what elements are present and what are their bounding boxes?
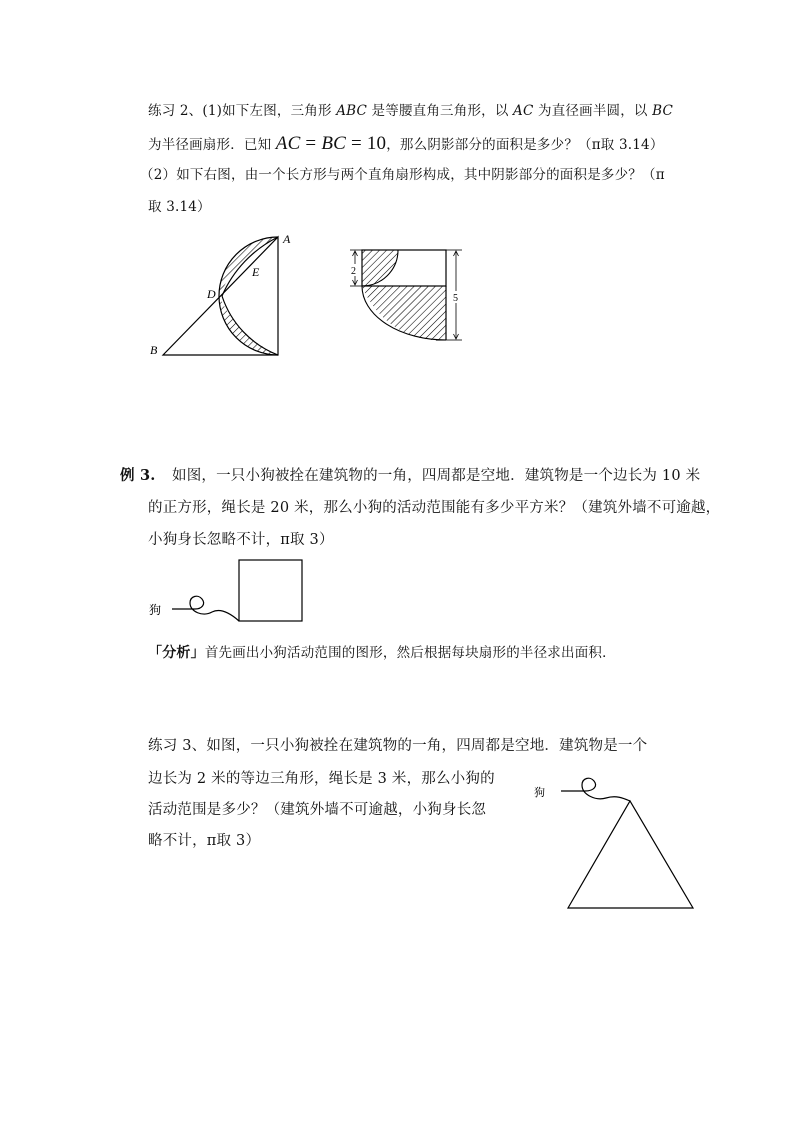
square-building	[239, 560, 302, 621]
exercise2-line4: 取 3.14）	[148, 199, 211, 215]
exercise2-line2	[148, 132, 664, 157]
figure-dog-triangle	[530, 770, 700, 915]
shaded-region-lower	[219, 296, 278, 355]
exercise3-line4: 略不计，π取 3）	[148, 833, 261, 849]
figure-dog-square	[145, 555, 310, 627]
example3-line1: 如图，一只小狗被拴在建筑物的一角，四周都是空地．建筑物是一个边长为 10 米	[172, 468, 701, 484]
label-d: D	[207, 287, 216, 301]
label-2: 2	[351, 266, 356, 277]
example3-label: 例 3.	[120, 467, 156, 484]
analysis-text: 首先画出小狗活动范围的图形，然后根据每块扇形的半径求出面积．	[204, 645, 616, 661]
equation-value: = 10	[346, 133, 387, 154]
example3-line3: 小狗身长忽略不计，π取 3）	[148, 532, 334, 548]
leash-rope	[561, 778, 630, 801]
figure-left-triangle-semicircle	[140, 225, 300, 365]
segment-ac: AC	[513, 103, 534, 119]
leash-rope	[172, 596, 239, 621]
shaded-large-region	[362, 286, 446, 340]
exercise2-line3: （2）如下右图，由一个长方形与两个直角扇形构成，其中阴影部分的面积是多少？（π	[140, 167, 665, 183]
triangle-building	[568, 801, 693, 908]
text-fragment: 练习 2、(1)如下左图，三角形	[148, 103, 337, 119]
exercise2-line1	[148, 101, 673, 121]
example3-line2: 的正方形，绳长是 20 米，那么小狗的活动范围能有多少平方米？（建筑外墙不可逾越，	[148, 500, 721, 516]
equation-equals: =	[300, 133, 322, 154]
figure-right-rectangle-sectors	[345, 240, 465, 345]
segment-bc: BC	[652, 103, 674, 119]
equation-ac: AC	[275, 133, 301, 154]
label-5: 5	[453, 293, 458, 304]
analysis-line	[148, 642, 616, 664]
text-fragment: 是等腰直角三角形，以	[367, 103, 514, 119]
text-fragment: ，那么阴影部分的面积是多少？（π取 3.14）	[386, 137, 664, 153]
exercise3-line2: 边长为 2 米的等边三角形，绳长是 3 米，那么小狗的	[148, 771, 495, 787]
triangle-name: ABC	[336, 103, 368, 119]
exercise3-line3: 活动范围是多少？（建筑外墙不可逾越，小狗身长忽	[148, 802, 487, 818]
dog-label: 狗	[534, 787, 545, 799]
equation-bc: BC	[321, 133, 346, 154]
text-fragment: 为直径画半圆，以	[533, 103, 653, 119]
label-b: B	[150, 343, 158, 357]
triangle-abc	[163, 237, 278, 355]
exercise3-line1: 练习 3、如图，一只小狗被拴在建筑物的一角，四周都是空地．建筑物是一个	[148, 738, 648, 754]
text-fragment: 为半径画扇形．已知	[148, 137, 276, 153]
shaded-small-quarter	[362, 250, 398, 286]
analysis-tag: 「分析」	[148, 645, 205, 661]
label-e: E	[252, 265, 260, 279]
dog-label: 狗	[149, 603, 162, 617]
label-a: A	[283, 232, 291, 246]
